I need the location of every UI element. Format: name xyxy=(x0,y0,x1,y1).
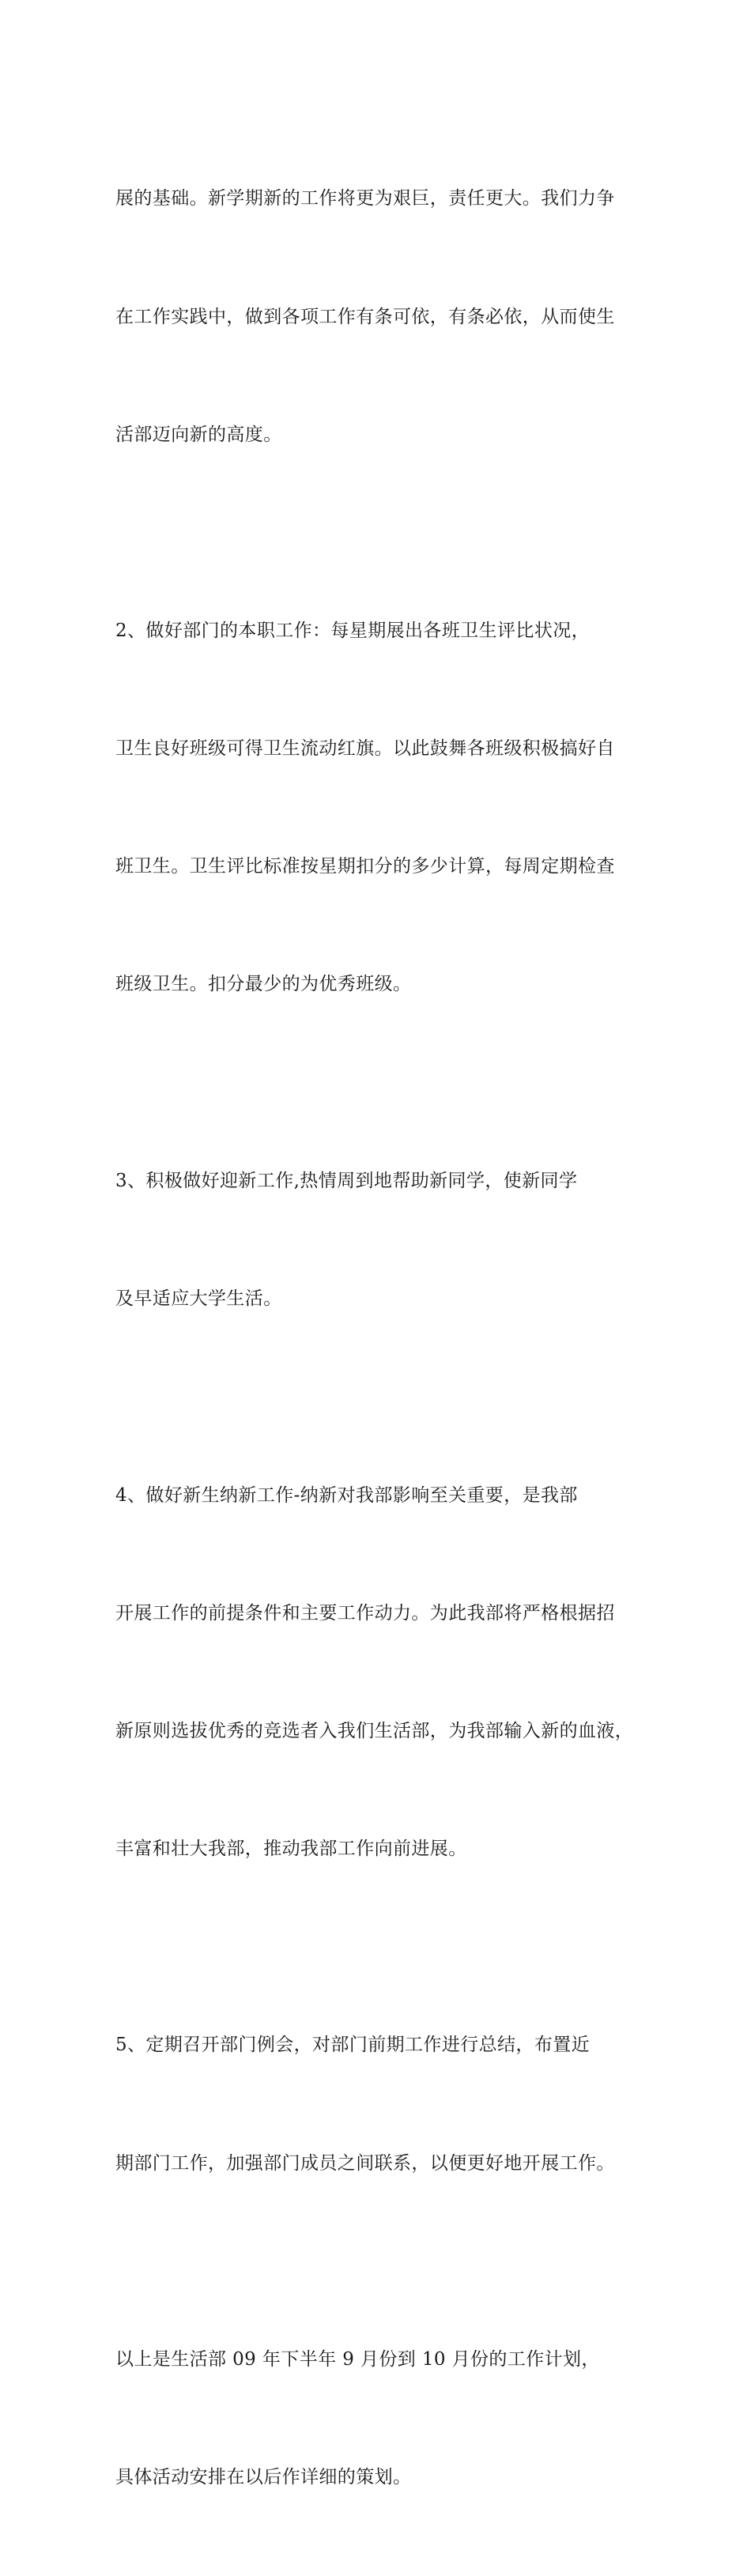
paragraph-item-4 xyxy=(115,1397,653,1948)
text-line: 以上是生活部 09 年下半年 9 月份到 10 月份的工作计划， xyxy=(115,2349,600,2370)
paragraph-continuation xyxy=(115,101,653,534)
text-line: 班卫生。卫生评比标准按星期扣分的多少计算，每周定期检查 xyxy=(115,856,615,877)
text-line: 活部迈向新的高度。 xyxy=(115,424,282,445)
text-line: 卫生良好班级可得卫生流动红旗。以此鼓舞各班级积极搞好自 xyxy=(115,738,615,760)
text-line: 及早适应大学生活。 xyxy=(115,1288,282,1310)
paragraph-item-3 xyxy=(115,1084,653,1398)
text-line: 开展工作的前提条件和主要工作动力。为此我部将严格根据招 xyxy=(115,1602,615,1624)
paragraph-item-5 xyxy=(115,1948,653,2262)
text-line: 4、做好新生纳新工作-纳新对我部影响至关重要，是我部 xyxy=(115,1484,578,1506)
text-line: 丰富和壮大我部，推动我部工作向前进展。 xyxy=(115,1838,467,1859)
text-line: 在工作实践中，做到各项工作有条可依，有条必依，从而使生 xyxy=(115,306,615,327)
paragraph-conclusion xyxy=(115,2262,653,2576)
text-line: 展的基础。新学期新的工作将更为艰巨，责任更大。我们力争 xyxy=(115,188,615,209)
text-line: 新原则选拔优秀的竞选者入我们生活部，为我部输入新的血液， xyxy=(115,1720,634,1741)
document-body xyxy=(115,101,653,2576)
text-line: 3、积极做好迎新工作,热情周到地帮助新同学，使新同学 xyxy=(115,1170,578,1191)
text-line: 期部门工作，加强部门成员之间联系，以便更好地开展工作。 xyxy=(115,2152,615,2174)
text-line: 具体活动安排在以后作详细的策划。 xyxy=(115,2467,412,2488)
text-line: 5、定期召开部门例会，对部门前期工作进行总结，布置近 xyxy=(115,2035,591,2056)
paragraph-item-2 xyxy=(115,534,653,1084)
text-line: 2、做好部门的本职工作：每星期展出各班卫生评比状况， xyxy=(115,620,591,642)
text-line: 班级卫生。扣分最少的为优秀班级。 xyxy=(115,974,412,995)
